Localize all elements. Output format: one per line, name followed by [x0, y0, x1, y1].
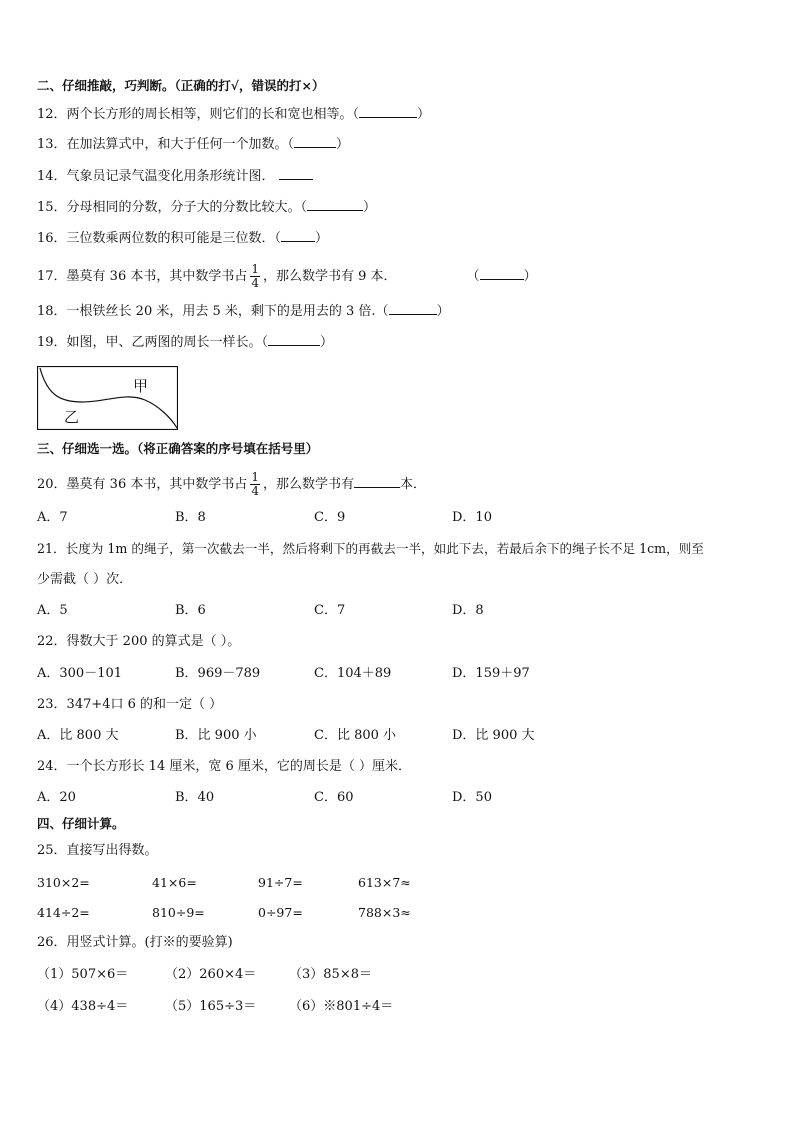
answer-blank[interactable]	[480, 267, 524, 280]
question-17-text-2: ，那么数学书有 9 本．	[263, 269, 397, 284]
fraction-numerator: 1	[251, 470, 259, 484]
option-c[interactable]: C．104＋89	[314, 666, 392, 681]
question-15-text: 15．分母相同的分数，分子大的分数比较大。（	[37, 200, 308, 215]
question-19	[37, 333, 333, 351]
option-a[interactable]: A．20	[37, 790, 76, 805]
answer-blank[interactable]	[389, 302, 437, 315]
question-21-line-1: 21．长度为 1m 的绳子，第一次截去一半，然后将剩下的再截去一半，如此下去，若最后余下的绳子长不足 1cm，则至	[37, 541, 704, 556]
vertical-calc-item: （1）507×6＝	[37, 967, 129, 982]
question-22: 22．得数大于 200 的算式是（ ）。	[37, 634, 241, 649]
option-a[interactable]: A．300－101	[37, 666, 123, 681]
fraction-one-quarter	[250, 471, 260, 498]
bracket-close: ）	[417, 107, 431, 122]
bracket-close: ）	[336, 137, 350, 152]
answer-blank[interactable]	[281, 229, 315, 242]
question-19-text: 19．如图，甲、乙两图的周长一样长。（	[37, 335, 269, 350]
fraction-denominator: 4	[251, 484, 259, 498]
question-18-text: 18．一根铁丝长 20 米，用去 5 米，剩下的是用去的 3 倍.（	[37, 304, 389, 319]
option-d[interactable]: D．10	[452, 510, 492, 525]
answer-blank[interactable]	[359, 105, 417, 118]
answer-blank[interactable]	[268, 333, 320, 346]
oral-calc-item: 91÷7=	[258, 875, 303, 890]
oral-calc-item: 810÷9=	[152, 905, 205, 920]
section-heading-choice: 三、仔细选一选。（将正确答案的序号填在括号里）	[37, 441, 319, 456]
vertical-calc-item: （5）165÷3＝	[165, 999, 257, 1014]
section-heading-judge: 二、仔细推敲，巧判断。（正确的打√，错误的打×）	[37, 78, 325, 93]
oral-calc-item: 414÷2=	[37, 905, 90, 920]
option-b[interactable]: B．969－789	[175, 666, 261, 681]
option-b[interactable]: B．6	[175, 603, 206, 618]
option-d[interactable]: D．50	[452, 790, 492, 805]
vertical-calc-item: （3）85×8＝	[289, 967, 372, 982]
vertical-calc-item: （4）438÷4＝	[37, 999, 129, 1014]
option-a[interactable]: A．比 800 大	[37, 728, 119, 743]
oral-calc-item: 788×3≈	[358, 905, 411, 920]
question-20-text-2: ，那么数学书有	[263, 477, 355, 492]
question-13	[37, 135, 349, 153]
bracket-close: ）	[320, 335, 334, 350]
option-c[interactable]: C．9	[314, 510, 346, 525]
bracket-open: （	[466, 269, 480, 284]
fraction-denominator: 4	[251, 276, 259, 290]
option-c[interactable]: C．7	[314, 603, 346, 618]
oral-calc-item: 310×2=	[37, 875, 90, 890]
question-20-text-3: 本．	[400, 477, 427, 492]
question-16-text: 16．三位数乘两位数的积可能是三位数．（	[37, 231, 282, 246]
vertical-calc-item: （2）260×4＝	[165, 967, 257, 982]
oral-calc-item: 41×6=	[152, 875, 197, 890]
option-c[interactable]: C．比 800 小	[314, 728, 397, 743]
question-20-text: 20．墨莫有 36 本书，其中数学书占	[37, 477, 248, 492]
bracket-close: ）	[363, 200, 377, 215]
answer-blank[interactable]	[279, 167, 313, 180]
figure-label-jia: 甲	[133, 377, 149, 395]
answer-blank[interactable]	[307, 198, 363, 211]
question-15	[37, 198, 376, 216]
question-18	[37, 302, 450, 320]
option-a[interactable]: A．5	[37, 603, 68, 618]
question-20	[37, 471, 426, 498]
fraction-one-quarter	[250, 263, 260, 290]
question-12-text: 12．两个长方形的周长相等，则它们的长和宽也相等。（	[37, 107, 360, 122]
rectangle-with-curve	[37, 366, 178, 430]
question-13-text: 13．在加法算式中，和大于任何一个加数。（	[37, 137, 295, 152]
question-25-title: 25．直接写出得数。	[37, 843, 158, 858]
oral-calc-item: 613×7≈	[358, 875, 411, 890]
option-d[interactable]: D．8	[452, 603, 484, 618]
option-b[interactable]: B．比 900 小	[175, 728, 257, 743]
question-24: 24．一个长方形长 14 厘米，宽 6 厘米，它的周长是（ ）厘米．	[37, 759, 412, 774]
question-16	[37, 229, 328, 247]
question-14	[37, 167, 313, 185]
question-26-title: 26．用竖式计算。(打※的要验算)	[37, 935, 233, 950]
option-a[interactable]: A．7	[37, 510, 68, 525]
bracket-close: ）	[315, 231, 329, 246]
bracket-close: ）	[523, 269, 537, 284]
oral-calc-item: 0÷97=	[258, 905, 303, 920]
section-heading-calc: 四、仔细计算。	[37, 816, 125, 831]
question-17	[37, 263, 537, 290]
answer-blank[interactable]	[294, 135, 336, 148]
question-14-text: 14．气象员记录气温变化用条形统计图．	[37, 169, 275, 184]
question-23: 23．347+4口 6 的和一定（ ）	[37, 697, 223, 712]
bracket-close: ）	[436, 304, 450, 319]
question-21-line-2: 少需截（ ）次．	[37, 572, 133, 587]
option-b[interactable]: B．8	[175, 510, 206, 525]
option-b[interactable]: B．40	[175, 790, 215, 805]
vertical-calc-item: （6）※801÷4＝	[289, 999, 394, 1014]
option-c[interactable]: C．60	[314, 790, 354, 805]
perimeter-figure	[37, 366, 178, 430]
fraction-numerator: 1	[251, 262, 259, 276]
answer-blank[interactable]	[354, 475, 400, 488]
question-17-text: 17．墨莫有 36 本书，其中数学书占	[37, 269, 248, 284]
question-12	[37, 105, 430, 123]
figure-label-yi: 乙	[64, 408, 80, 426]
option-d[interactable]: D．比 900 大	[452, 728, 535, 743]
option-d[interactable]: D．159＋97	[452, 666, 530, 681]
